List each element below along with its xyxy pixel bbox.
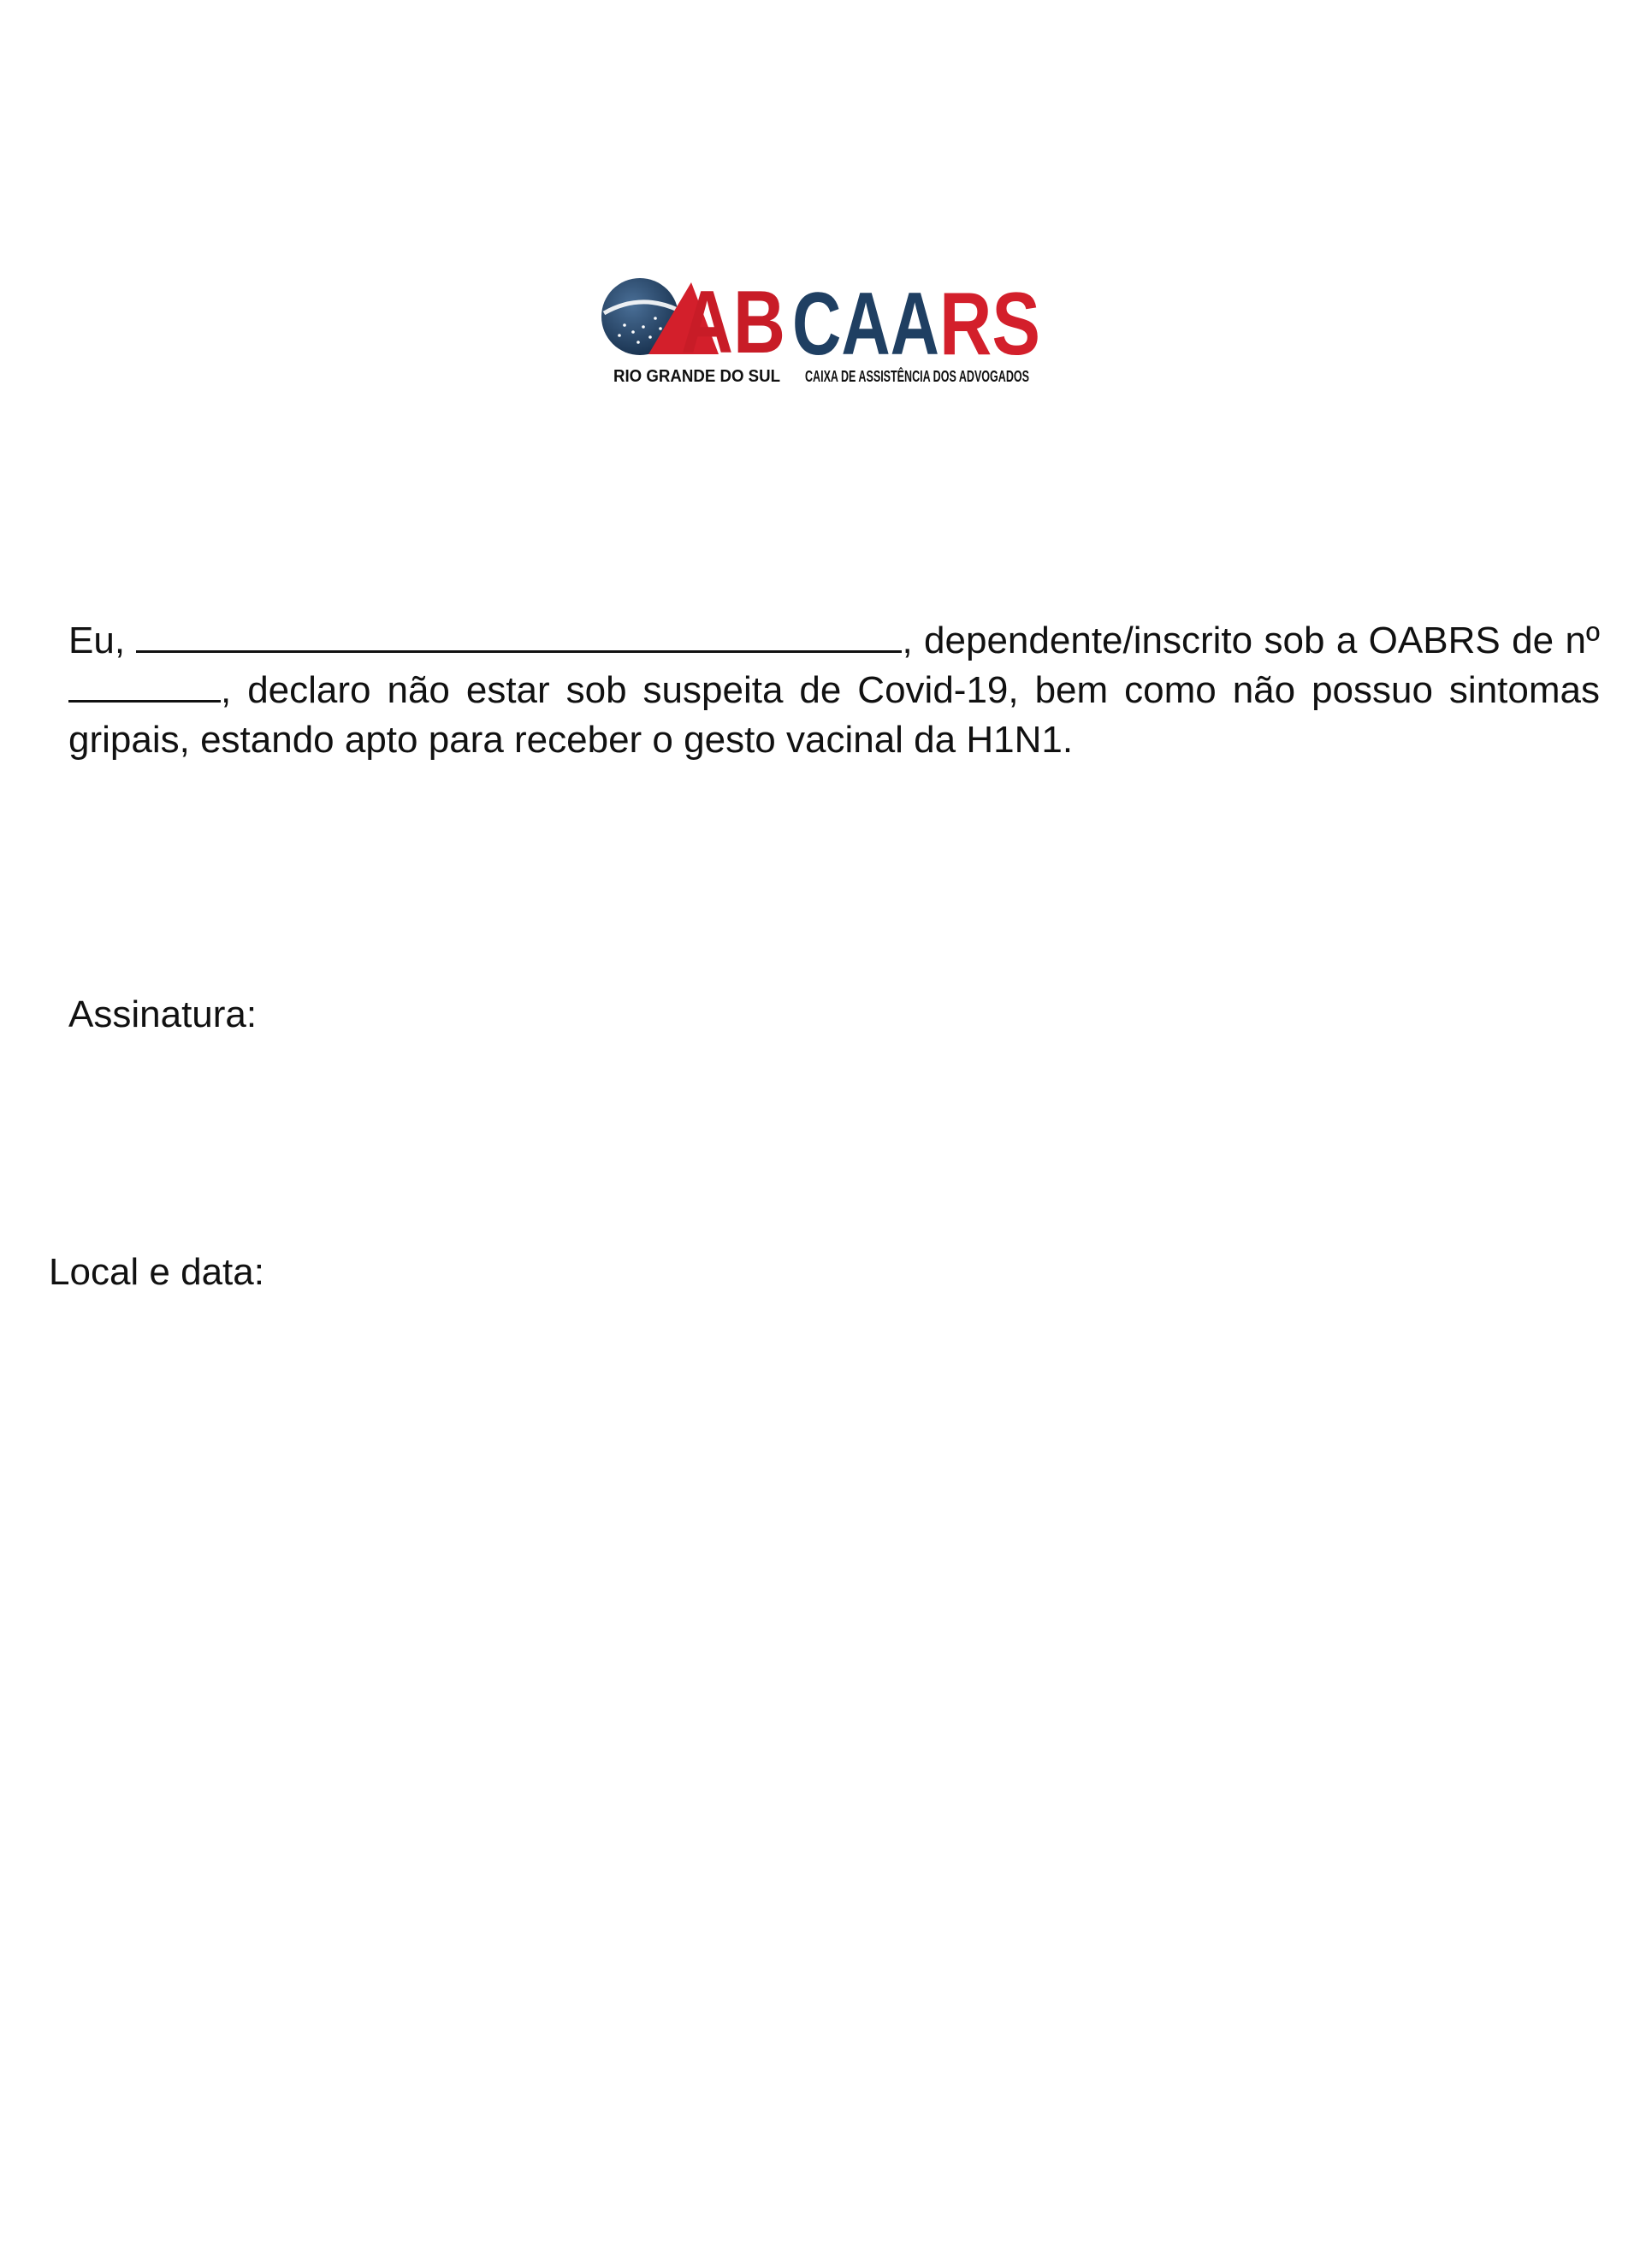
declaration-membership-text: , dependente/inscrito sob a OABRS de nº xyxy=(902,620,1600,661)
declaration-paragraph xyxy=(68,616,1600,765)
name-blank-line[interactable] xyxy=(136,616,902,653)
logo-rs-text: RS xyxy=(939,276,1040,374)
registration-number-blank-line[interactable] xyxy=(68,666,221,703)
declaration-intro: Eu, xyxy=(68,620,126,661)
logo-right-subtitle: CAIXA DE ASSISTÊNCIA DOS A xyxy=(805,368,1038,385)
oab-caars-logo xyxy=(599,276,1044,391)
declaration-statement-text: , declaro não estar sob suspeita de Covid-19, bem como não possuo sintomas gripais, estando apto para receber o gesto vacinal da H1N1. xyxy=(68,669,1600,761)
signature-label: Assinatura: xyxy=(68,993,258,1035)
logo-caa-text: CAA xyxy=(792,276,939,374)
logo-left-subtitle: RIO GRANDE DO SUL xyxy=(613,367,780,386)
place-date-label: Local e data: xyxy=(49,1251,264,1293)
logo-oab-text: AB xyxy=(681,276,785,372)
